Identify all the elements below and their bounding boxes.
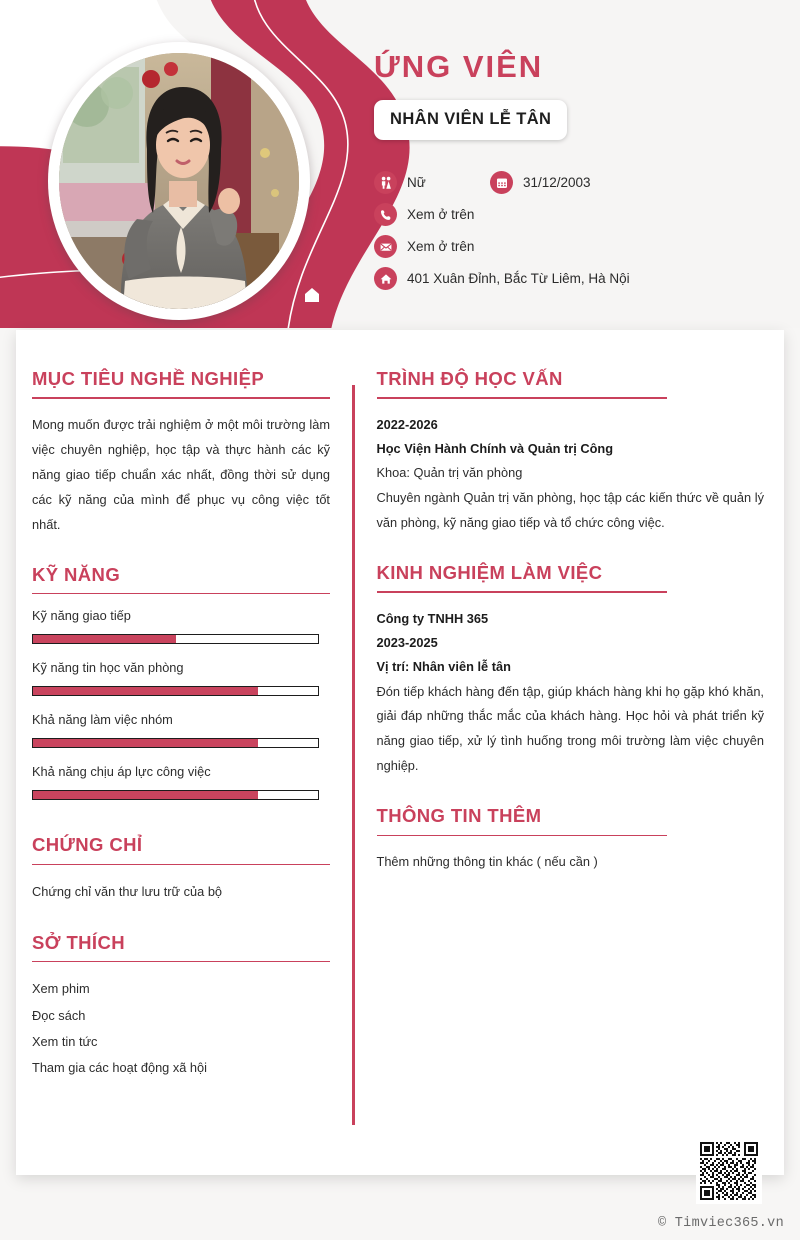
skill-label: Khả năng làm việc nhóm bbox=[32, 712, 173, 728]
section-rule bbox=[32, 961, 330, 963]
experience-years: 2023-2025 bbox=[376, 634, 438, 650]
section-title-skills: KỸ NĂNG bbox=[32, 563, 121, 585]
section-rule bbox=[32, 593, 330, 595]
section-rule bbox=[377, 835, 667, 837]
contact-row bbox=[374, 235, 794, 258]
skill-label: Kỹ năng tin học văn phòng bbox=[32, 660, 184, 676]
section-title-additional: THÔNG TIN THÊM bbox=[376, 805, 542, 827]
contact-row bbox=[374, 203, 794, 226]
experience-position: Vị trí: Nhân viên lễ tân bbox=[376, 659, 511, 675]
footer-credit: © Timviec365.vn bbox=[657, 1216, 784, 1231]
page-title: ỨNG VIÊN bbox=[374, 49, 544, 84]
contact-phone-value: Xem ở trên bbox=[407, 207, 475, 222]
contact-phone bbox=[374, 203, 474, 226]
section-hobbies bbox=[32, 932, 330, 1082]
section-title-experience: KINH NGHIỆM LÀM VIỆC bbox=[376, 561, 603, 583]
right-column bbox=[355, 368, 785, 1175]
section-title-objective: MỤC TIÊU NGHỀ NGHIỆP bbox=[32, 368, 265, 389]
job-title-badge: NHÂN VIÊN LỄ TÂN bbox=[374, 100, 567, 140]
education-school: Học Viện Hành Chính và Quản trị Công bbox=[376, 441, 614, 457]
hobby-item: Đọc sách bbox=[32, 1007, 86, 1023]
section-rule bbox=[32, 864, 330, 866]
phone-icon bbox=[374, 203, 397, 226]
section-certificates bbox=[32, 834, 330, 905]
contact-email bbox=[374, 235, 474, 258]
contact-address bbox=[374, 267, 630, 290]
contact-row bbox=[374, 267, 794, 290]
section-rule bbox=[377, 397, 667, 399]
section-title-certificates: CHỨNG CHỈ bbox=[32, 834, 143, 856]
skill-bar bbox=[32, 634, 319, 644]
left-column bbox=[16, 368, 352, 1175]
skill-item bbox=[32, 608, 330, 644]
avatar bbox=[48, 42, 310, 320]
contact-row bbox=[374, 171, 794, 194]
header-banner bbox=[0, 0, 800, 328]
contact-birthday-value: 31/12/2003 bbox=[523, 175, 591, 190]
qr-code-icon bbox=[700, 1142, 758, 1200]
contact-birthday bbox=[490, 171, 591, 194]
education-description: Chuyên ngành Quản trị văn phòng, học tập các kiến thức về quản lý văn phòng, kỹ năng giao tiếp và tổ chức công việc. bbox=[376, 489, 764, 530]
section-education bbox=[377, 368, 765, 536]
skill-label: Kỹ năng giao tiếp bbox=[32, 608, 131, 624]
skill-item bbox=[32, 764, 330, 800]
section-rule bbox=[377, 591, 667, 593]
skill-bar-fill bbox=[33, 791, 258, 799]
education-faculty: Khoa: Quản trị văn phòng bbox=[376, 465, 523, 481]
section-title-education: TRÌNH ĐỘ HỌC VẤN bbox=[376, 368, 563, 389]
email-icon bbox=[374, 235, 397, 258]
section-additional bbox=[377, 805, 765, 874]
section-objective bbox=[32, 368, 330, 538]
resume-card bbox=[16, 330, 784, 1175]
section-skills bbox=[32, 564, 330, 801]
hobby-item: Xem tin tức bbox=[32, 1033, 98, 1049]
contact-info bbox=[374, 171, 794, 290]
skill-item bbox=[32, 712, 330, 748]
section-rule bbox=[32, 397, 330, 399]
experience-company: Công ty TNHH 365 bbox=[376, 610, 489, 626]
calendar-icon bbox=[490, 171, 513, 194]
header-text-block bbox=[374, 0, 794, 328]
objective-text: Mong muốn được trải nghiệm ở một môi trường làm việc chuyên nghiệp, học tập và thực hành các kỹ năng giao tiếp chuẩn xác nhất, đồng thời sử dụng các kỹ năng của mình để phục vụ công việc tốt nhất. bbox=[32, 416, 330, 532]
skill-bar-fill bbox=[33, 635, 176, 643]
certificate-item: Chứng chỉ văn thư lưu trữ của bộ bbox=[32, 884, 223, 900]
skill-bar-fill bbox=[33, 687, 258, 695]
additional-text: Thêm những thông tin khác ( nếu cần ) bbox=[376, 854, 598, 870]
section-title-hobbies: SỞ THÍCH bbox=[32, 931, 125, 953]
hobby-item: Tham gia các hoạt động xã hội bbox=[32, 1060, 208, 1076]
gender-icon bbox=[374, 171, 397, 194]
hobby-item: Xem phim bbox=[32, 981, 90, 997]
qr-code bbox=[696, 1138, 762, 1204]
experience-description: Đón tiếp khách hàng đến tập, giúp khách hàng khi họ gặp khó khăn, giải đáp những thắc mắc của khách hàng. Học hỏi và phát triển kỹ năng giao tiếp, xử lý tình huống trong môi trường làm việc chuyên nghiệp. bbox=[376, 683, 764, 774]
skill-bar bbox=[32, 738, 319, 748]
avatar-image bbox=[59, 53, 299, 309]
contact-address-value: 401 Xuân Đỉnh, Bắc Từ Liêm, Hà Nội bbox=[407, 271, 630, 286]
education-years: 2022-2026 bbox=[376, 416, 438, 432]
home-icon bbox=[374, 267, 397, 290]
skill-item bbox=[32, 660, 330, 696]
skill-label: Khả năng chịu áp lực công việc bbox=[32, 764, 211, 780]
skill-bar bbox=[32, 686, 319, 696]
skill-bar bbox=[32, 790, 319, 800]
contact-email-value: Xem ở trên bbox=[407, 239, 475, 254]
skill-bar-fill bbox=[33, 739, 258, 747]
contact-gender-value: Nữ bbox=[407, 175, 426, 190]
section-experience bbox=[377, 562, 765, 780]
contact-gender bbox=[374, 171, 490, 194]
